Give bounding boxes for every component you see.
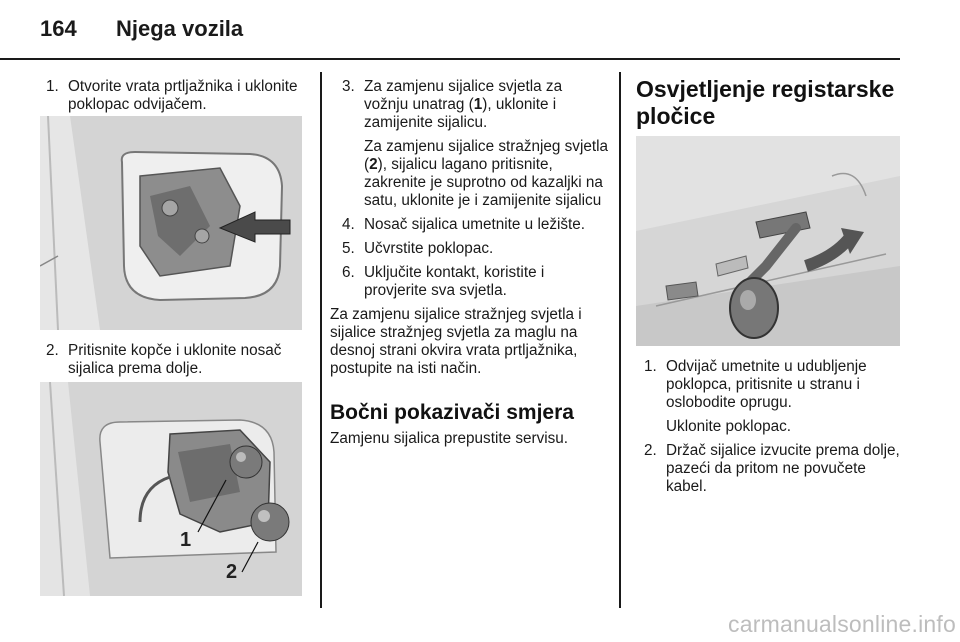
column-divider-1	[320, 72, 322, 608]
step-text: Otvorite vrata prtljažnika i uklonite poklopac odvijačem.	[68, 78, 298, 113]
step-text-sub: Uklonite poklopac.	[666, 418, 791, 435]
step-number: 2.	[46, 342, 59, 359]
step-6	[338, 264, 608, 300]
watermark: carmanualsonline.info	[728, 611, 956, 637]
body-paragraph: Za zamjenu sijalice stražnjeg svjetla i sijalice stražnjeg svjetla za maglu na desnoj strani okvira vrata prtljažnika, postupite na isti način.	[330, 306, 582, 377]
page-title: Njega vozila	[116, 16, 244, 41]
column-3-lower	[640, 358, 902, 502]
header-rule	[0, 58, 900, 60]
step-number: 2.	[644, 442, 657, 459]
column-1	[42, 78, 304, 120]
step-number: 1.	[46, 78, 59, 95]
reference-2: 2	[369, 156, 378, 173]
column-2	[330, 78, 609, 448]
step-3	[338, 78, 608, 210]
step-4	[338, 216, 608, 234]
callout-label-2: 2	[226, 561, 238, 583]
step-1	[42, 78, 304, 114]
step-number: 6.	[342, 264, 355, 281]
section-text: Zamjenu sijalica prepustite servisu.	[330, 430, 569, 447]
step-1	[640, 358, 902, 436]
column-3	[636, 76, 902, 130]
step-text: Nosač sijalica umetnite u ležište.	[364, 216, 586, 233]
step-text-sub: Za zamjenu sijalice stražnjeg svjetla (2), sijalicu lagano pritisnite, zakrenite je suprotno od kazaljki na satu, uklonite je i zamijenite sijalicu	[364, 138, 609, 209]
section-heading: Osvjetljenje registarske pločice	[636, 76, 895, 129]
step-2	[42, 342, 304, 378]
page-number: 164	[40, 16, 77, 41]
step-number: 5.	[342, 240, 355, 257]
step-5	[338, 240, 608, 258]
step-text: Za zamjenu sijalice svjetla za vožnju unatrag (1), uklonite i zamijenite sijalicu.	[364, 78, 563, 131]
reference-1: 1	[473, 96, 483, 113]
figure-cover-removal	[40, 116, 302, 330]
figure-plate-light	[636, 136, 900, 346]
step-text: Držač sijalice izvucite prema dolje, pazeći da pritom ne povučete kabel.	[666, 442, 900, 495]
page-header	[40, 16, 900, 50]
step-text: Učvrstite poklopac.	[364, 240, 494, 257]
column-1-lower	[42, 342, 304, 384]
step-number: 4.	[342, 216, 355, 233]
section-heading: Bočni pokazivači smjera	[330, 401, 574, 424]
callout-label-1: 1	[180, 529, 192, 551]
step-text: Odvijač umetnite u udubljenje poklopca, pritisnite u stranu i oslobodite oprugu.	[666, 358, 867, 411]
step-text: Uključite kontakt, koristite i provjerite sva svjetla.	[364, 264, 545, 299]
step-number: 3.	[342, 78, 355, 95]
step-text: Pritisnite kopče i uklonite nosač sijalica prema dolje.	[68, 342, 282, 377]
step-number: 1.	[644, 358, 657, 375]
column-divider-2	[619, 72, 621, 608]
step-2	[640, 442, 902, 496]
figure-bulb-holder	[40, 382, 302, 596]
